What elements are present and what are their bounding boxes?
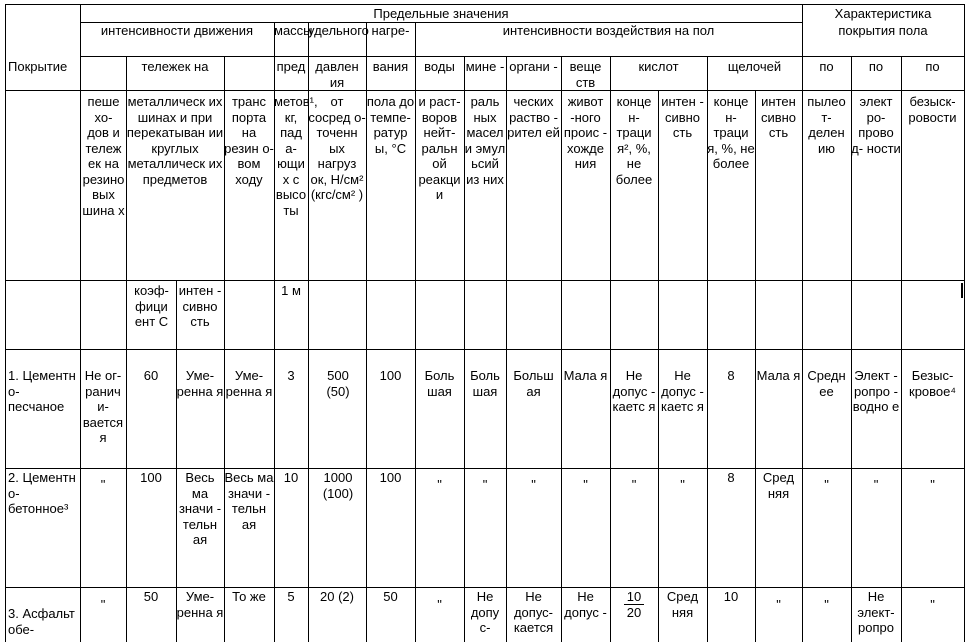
row2-acid-concentration: " [631,477,637,492]
header-animal-origin: живот -ного проис - хожде ния [563,94,608,171]
header-alkalis: щелочей [727,59,782,74]
row2-acid-intensity: " [680,477,685,492]
row2-intensity: Весь ма значи - тельн ая [178,470,222,547]
header-covering: Покрытие [8,59,68,74]
header-coefficient-text: коэф- фици ент С [134,283,169,329]
header-trolleys-on: тележек на [141,59,209,74]
header-dust-emission: пылео т- делен ию [807,94,846,156]
row2-solvents: " [531,477,536,492]
row1-transport: Уме- ренна я [225,368,273,399]
row2-mass: 10 [283,470,299,485]
header-pedestrians: пеше хо- дов и тележ ек на резино вых шина х [82,94,125,218]
header-point-load: от сосред о- точенн ых нагруз ок, Н/см² (кгс/см² ) [308,94,366,202]
header-floor-temp: пола до темпе- ратур ы, °С [366,94,415,156]
header-spark-safety: безыск- ровости [908,94,957,125]
header-coefficient [127,283,176,330]
row2-spark-safety: " [930,477,935,492]
row1-covering: 1. Цементн о- песчаное [8,368,76,414]
header-heating-2: вания [372,59,409,74]
header-water: воды [424,59,455,74]
row3-covering: 3. Асфальт обе- [8,606,75,637]
grid-line [5,587,965,588]
row1-mass: 3 [287,368,295,383]
row1-alkali-intensity: Мала я [756,368,801,383]
row2-heating: 100 [379,470,402,485]
row3-acid-concentration-numerator: 10 [624,589,644,605]
row2-alkali-intensity: Сред няя [762,470,795,501]
header-conductivity: элект ро- прово д- ности [851,94,901,156]
row1-alkali-concentration: 8 [727,368,735,383]
grid-line [658,90,659,642]
header-mineral-oils: раль ных масел и эмул ьсий из них [464,94,506,187]
header-limit-values: Предельные значения [373,6,509,21]
row3-acid-intensity: Сред няя [666,589,699,620]
row3-transport: То же [232,589,266,604]
grid-line [5,90,965,91]
grid-line [5,349,965,350]
header-heating: нагре- [371,23,410,38]
row3-conductivity: Не элект- ропро [857,589,895,635]
row3-spark-safety: " [930,597,935,612]
row1-coefficient: 60 [143,368,159,383]
header-by-1: по [819,59,834,74]
header-alkali-concentration: конце н- траци я, %, не более [707,94,755,171]
grid-line [80,56,965,57]
header-pressure: давлен ия [315,59,359,90]
row3-dust: " [824,597,829,612]
row2-coefficient: 100 [140,470,162,485]
row2-mineral-oils: " [482,477,488,492]
row1-pedestrians: Не ог- ранич и- вается я [82,368,124,445]
row3-acid-concentration [610,589,658,620]
row3-intensity: Уме- ренна я [176,589,224,620]
header-rubber-transport: транс порта на резин о-вом ходу [224,94,274,187]
row3-pressure: 20 (2) [320,589,354,604]
row2-transport: Весь ма значи - тельн ая [224,470,274,532]
header-traffic-intensity: интенсивности движения [100,23,254,38]
row3-animal-substances: Не допус - [564,589,607,620]
row2-animal-substances: " [583,477,588,492]
row1-conductivity: Элект - ропро - водно е [852,368,900,414]
grid-line [5,5,6,642]
header-neutral-solutions: и раст- воров нейт- ральн ой реакци и [418,94,461,202]
header-by-3: по [925,59,940,74]
header-organic: органи - [509,59,558,74]
row1-heating: 100 [379,368,402,383]
grid-line [5,4,965,5]
header-mass: массы [274,23,313,38]
row3-coefficient: 50 [143,589,159,604]
header-mass-pred: пред [276,59,306,74]
header-floor-covering: покрытия пола [838,23,928,38]
row1-acid-intensity: Не допус - каетс я [661,368,704,414]
row1-acid-concentration: Не допус - каетс я [612,368,656,414]
row3-acid-concentration-denominator: 20 [626,605,642,620]
header-acid-intensity: интен - сивно сть [661,94,704,140]
grid-line [755,90,756,642]
row3-alkali-concentration: 10 [723,589,739,604]
row2-pressure: 1000 (100) [322,470,354,501]
header-mass-objects: метов¹, кг, пад а- ющи х с высо ты [274,94,318,218]
row3-water: " [437,597,442,612]
row1-solvents: Больш ая [513,368,554,399]
row1-animal-substances: Мала я [563,368,608,383]
row3-mass: 5 [287,589,295,604]
row2-alkali-concentration: 8 [727,470,735,485]
row1-spark-safety: Безыс- кровое⁴ [909,368,956,399]
row2-covering: 2. Цементн о- бетонное³ [8,470,76,516]
header-mineral: мине - [465,59,505,74]
row1-water: Боль шая [424,368,455,399]
grid-line [5,468,965,469]
row1-dust: Средн ее [807,368,846,399]
header-specific: удельного [308,23,369,38]
row2-conductivity: " [873,477,879,492]
row2-dust: " [824,477,829,492]
row3-solvents: Не допус- кается [513,589,554,635]
row3-alkali-intensity: " [776,597,781,612]
row3-pedestrians: " [100,597,106,612]
grid-line [5,280,965,281]
header-organic-solvents: ческих раство - рител ей [507,94,560,140]
text-cursor-mark [961,283,963,298]
row1-mineral-oils: Боль шая [470,368,500,399]
header-acid-concentration: конце н- траци я², %, не более [615,94,653,187]
grid-line [964,5,965,642]
header-metal-wheels: металлическ их шинах и при перекатыван ии круглых металлическ их предметов [126,94,224,187]
row1-intensity: Уме- ренна я [176,368,224,399]
grid-line [80,5,81,642]
row2-water: " [437,477,442,492]
header-characteristic: Характеристика [834,6,932,21]
row1-pressure: 500 (50) [326,368,350,399]
header-height-1m: 1 м [281,283,301,298]
header-substances: веще ств [569,59,602,90]
row3-heating: 50 [383,589,398,604]
header-acids: кислот [638,59,679,74]
row3-mineral-oils: Не допу с- [470,589,500,635]
header-trolley-intensity: интен - сивно сть [178,283,222,329]
header-alkali-intensity: интен сивно сть [760,94,797,140]
header-impact-intensity: интенсивности воздействия на пол [502,23,715,38]
row2-pedestrians: " [100,477,106,492]
header-by-2: по [868,59,884,74]
